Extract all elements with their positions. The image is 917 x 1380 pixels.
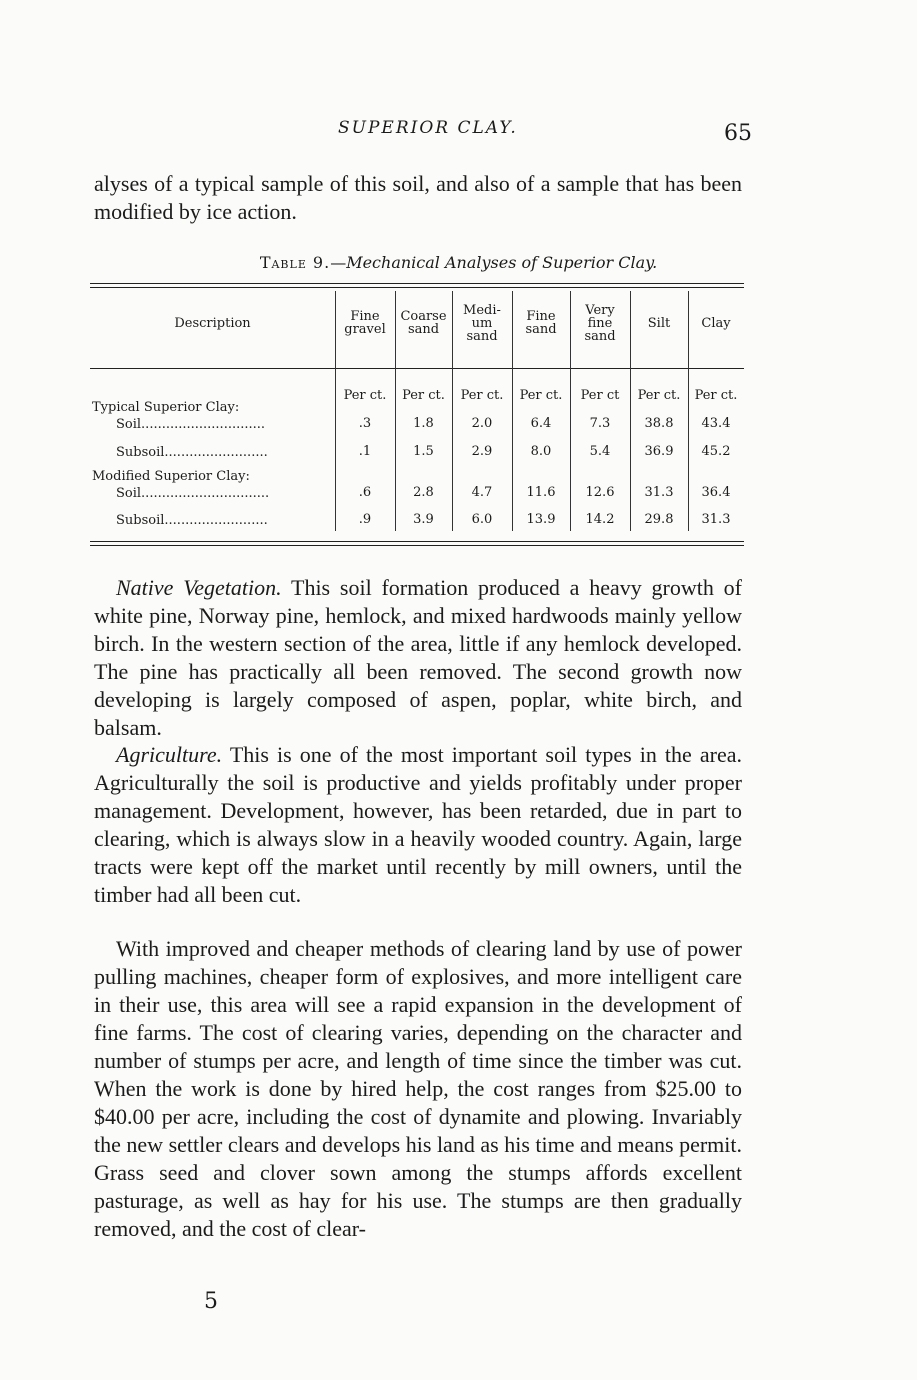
column-header-line: Very bbox=[585, 302, 615, 318]
vegetation-paragraph bbox=[94, 574, 742, 742]
table-cell: 6.0 bbox=[471, 512, 493, 527]
table-bottom-rule bbox=[90, 541, 744, 542]
column-header-line: um bbox=[471, 315, 493, 331]
table-cell: 6.4 bbox=[530, 416, 552, 431]
unit-cell: Per ct bbox=[580, 388, 620, 403]
table-cell: 2.0 bbox=[471, 416, 493, 431]
column-header bbox=[512, 283, 570, 363]
table-cell: 1.5 bbox=[413, 444, 434, 459]
table-caption: Table 9.—Mechanical Analyses of Superior Clay. bbox=[259, 253, 658, 272]
table-cell: 3.9 bbox=[413, 512, 434, 527]
header-bottom-rule bbox=[90, 368, 744, 369]
vegetation-heading: Native Vegetation. bbox=[116, 575, 282, 600]
table-cell: 4.7 bbox=[471, 485, 493, 500]
column-header-line: Coarse bbox=[400, 309, 447, 324]
column-header bbox=[90, 283, 335, 363]
table-cell: 8.0 bbox=[530, 444, 552, 459]
table-cell: .1 bbox=[358, 444, 372, 459]
mechanical-analyses-table bbox=[90, 283, 744, 548]
unit-cell: Per ct. bbox=[694, 388, 738, 403]
clearing-paragraph: With improved and cheaper methods of clearing land by use of power pulling machines, cheaper form of explosives, and more intelligent care in their use, this area will see a rapid expansion in the development of fine farms. The cost of clearing varies, depending on the character and number of stumps per acre, and length of time since the timber was cut. When the work is done by hired help, the cost ranges from $25.00 to $40.00 per acre, including the cost of dynamite and plowing. Invariably the new settler clears and develops his land as his time and means permit. Grass seed and clover sown among the stumps affords excellent pasturage, as well as hay for his use. The stumps are then gradually removed, and the cost of clear- bbox=[94, 936, 742, 1241]
table-cell: .9 bbox=[358, 512, 372, 527]
unit-cell: Per ct. bbox=[637, 388, 681, 403]
column-header-line: Silt bbox=[647, 315, 671, 331]
column-header-line: Description bbox=[174, 315, 251, 331]
agriculture-heading: Agriculture. bbox=[116, 742, 223, 767]
signature-mark: 5 bbox=[204, 1289, 218, 1314]
table-cell: .6 bbox=[358, 485, 372, 500]
column-header-line: fine bbox=[587, 315, 613, 331]
unit-cell: Per ct. bbox=[343, 388, 387, 403]
table-cell: 5.4 bbox=[589, 444, 611, 459]
column-header-line: sand bbox=[407, 322, 440, 337]
column-header-line: sand bbox=[584, 328, 616, 344]
table-cell: 11.6 bbox=[526, 485, 556, 500]
column-header-line: Fine bbox=[350, 309, 380, 324]
running-title: SUPERIOR CLAY. bbox=[338, 118, 518, 138]
page-number: 65 bbox=[724, 121, 752, 146]
table-bottom-rule-2 bbox=[90, 545, 744, 546]
table-cell: 38.8 bbox=[644, 416, 674, 431]
table-cell: 2.9 bbox=[471, 444, 493, 459]
agriculture-text: This is one of the most important soil types in the area. Agriculturally the soil is productive and yields profitably under proper management. Development, however, has been retarded, due in part to clearing, which is always slow in a heavily wooded country. Again, large tracts were kept off the market until recently by mill owners, until the timber had all been cut. bbox=[94, 742, 742, 907]
unit-cell: Per ct. bbox=[402, 388, 445, 403]
table-cell: 7.3 bbox=[589, 416, 611, 431]
table-cell: 14.2 bbox=[585, 512, 615, 527]
running-head bbox=[0, 118, 917, 148]
table-title: Mechanical Analyses of Superior Clay. bbox=[346, 253, 658, 272]
row-label: Subsoil......................... bbox=[116, 513, 268, 528]
column-header-line: Fine bbox=[526, 309, 556, 324]
table-cell: 13.9 bbox=[526, 512, 556, 527]
column-header bbox=[335, 283, 395, 363]
column-header-line: sand bbox=[525, 322, 557, 337]
table-cell: 36.4 bbox=[701, 485, 731, 500]
table-cell: 45.2 bbox=[701, 444, 731, 459]
table-cell: 31.3 bbox=[644, 485, 674, 500]
table-cell: 29.8 bbox=[644, 512, 674, 527]
table-cell: 31.3 bbox=[701, 512, 731, 527]
column-header bbox=[688, 283, 744, 363]
table-cell: 36.9 bbox=[644, 444, 674, 459]
table-cell: 43.4 bbox=[701, 416, 731, 431]
row-label: Soil.............................. bbox=[116, 417, 266, 432]
row-label: Subsoil......................... bbox=[116, 445, 268, 460]
table-cell: .3 bbox=[358, 416, 372, 431]
column-header-line: gravel bbox=[344, 322, 386, 337]
unit-cell: Per ct. bbox=[460, 388, 504, 403]
group-label: Typical Superior Clay: bbox=[92, 400, 240, 415]
agriculture-paragraph bbox=[94, 741, 742, 909]
row-label: Soil............................... bbox=[116, 486, 270, 501]
table-label: Table 9. bbox=[259, 253, 331, 272]
intro-paragraph: alyses of a typical sample of this soil, and also of a sample that has been modified by ice action. bbox=[94, 171, 742, 224]
column-header bbox=[452, 283, 512, 363]
column-header bbox=[570, 283, 630, 363]
column-header bbox=[630, 283, 688, 363]
column-header-line: sand bbox=[466, 328, 498, 344]
table-cell: 1.8 bbox=[413, 416, 434, 431]
table-cell: 2.8 bbox=[413, 485, 434, 500]
column-header bbox=[395, 283, 452, 363]
unit-cell: Per ct. bbox=[519, 388, 563, 403]
table-cell: 12.6 bbox=[585, 485, 615, 500]
column-header-line: Medi- bbox=[463, 302, 501, 318]
vegetation-text: This soil formation produced a heavy growth of white pine, Norway pine, hemlock, and mixed hardwoods mainly yellow birch. In the western section of the area, little if any hemlock developed. The pine has practically all been removed. The second growth now developing is largely composed of aspen, poplar, white birch, and balsam. bbox=[94, 575, 742, 740]
group-label: Modified Superior Clay: bbox=[92, 469, 250, 484]
column-header-line: Clay bbox=[701, 315, 731, 331]
